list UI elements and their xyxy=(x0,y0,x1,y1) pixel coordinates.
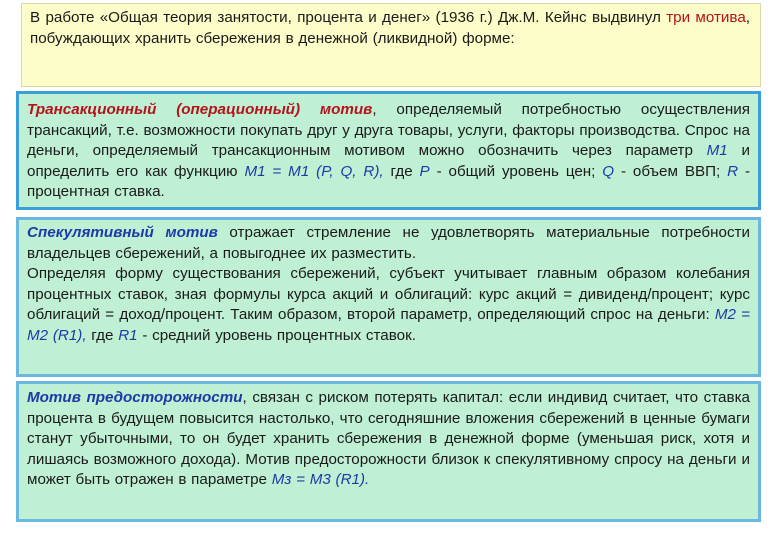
intro-text-1: В работе «Общая теория занятости, процента и денег» (1936 г.) Дж.М. Кейнс выдвинул xyxy=(30,9,667,26)
var-p: P xyxy=(419,162,430,180)
intro-text-2: , побуждающих хранить сбережения в денежной (ликвидной) форме: xyxy=(30,9,750,47)
three-motives-highlight: три мотива xyxy=(666,9,746,26)
var-r: R xyxy=(727,162,739,180)
transaction-text-6: - процентная ставка. xyxy=(27,162,750,201)
transaction-text-2: и определить его как функцию xyxy=(27,142,750,180)
speculative-text-4: - средний уровень процентных ставок. xyxy=(137,326,416,344)
intro-paragraph xyxy=(30,8,750,49)
precautionary-paragraph xyxy=(27,388,750,491)
speculative-text-2: Определяя форму существования сбережений, субъект учитывает главным образом колебания процентных ставок, зная формулы курса акций и облигаций: курс акций = дивиденд/процент; курс облигаций = доход/процент. Таким образом, второй параметр, определяющий спрос на деньги: xyxy=(27,265,750,324)
speculative-formula: M2 = M2 (R1), xyxy=(27,306,750,344)
precautionary-formula: Мз = M3 (R1). xyxy=(271,471,370,489)
transaction-motive-box xyxy=(16,91,761,210)
transaction-formula: M1 = M1 (P, Q, R), xyxy=(244,162,384,180)
transaction-motive-title: Трансакционный (операционный) мотив xyxy=(27,101,373,118)
speculative-motive-box xyxy=(16,217,761,377)
speculative-text-3: где xyxy=(86,326,119,344)
intro-box xyxy=(21,3,761,87)
transaction-text-3: где xyxy=(383,162,420,180)
precautionary-text-1: , связан с риском потерять капитал: если индивид считает, что ставка процента в будущем повысится настолько, что сегодняшние вложения сбережений в ценные бумаги станут убыточными, то он будет хранить сбережения в денежной форме (уменьшая риск, хотя и лишаясь возможного дохода). Мотив предосторожности близок к спекулятивному спросу на деньги и может быть отражен в параметре xyxy=(27,389,750,489)
precautionary-motive-box xyxy=(16,381,761,522)
var-r1: R1 xyxy=(118,326,138,344)
transaction-text-1: , определяемый потребностью осуществления трансакций, т.е. возможности покупать друг у друга товары, услуги, факторы производства. Спрос на деньги, определяемый трансакционным мотивом можно обозначить через параметр xyxy=(27,101,750,160)
speculative-text-1: отражает стремление не удовлетворять материальные потребности владельцев сбережений, а повыгоднее их разместить. xyxy=(27,224,750,262)
var-q: Q xyxy=(602,162,615,180)
transaction-paragraph xyxy=(27,100,750,203)
transaction-text-4: - общий уровень цен; xyxy=(429,162,603,180)
precautionary-motive-title: Мотив предосторожности xyxy=(27,389,243,406)
speculative-paragraph-2 xyxy=(27,264,750,346)
speculative-paragraph-1 xyxy=(27,223,750,264)
transaction-param: M1 xyxy=(706,142,728,160)
speculative-motive-title: Спекулятивный мотив xyxy=(27,224,218,241)
transaction-text-5: - объем ВВП; xyxy=(614,162,728,180)
